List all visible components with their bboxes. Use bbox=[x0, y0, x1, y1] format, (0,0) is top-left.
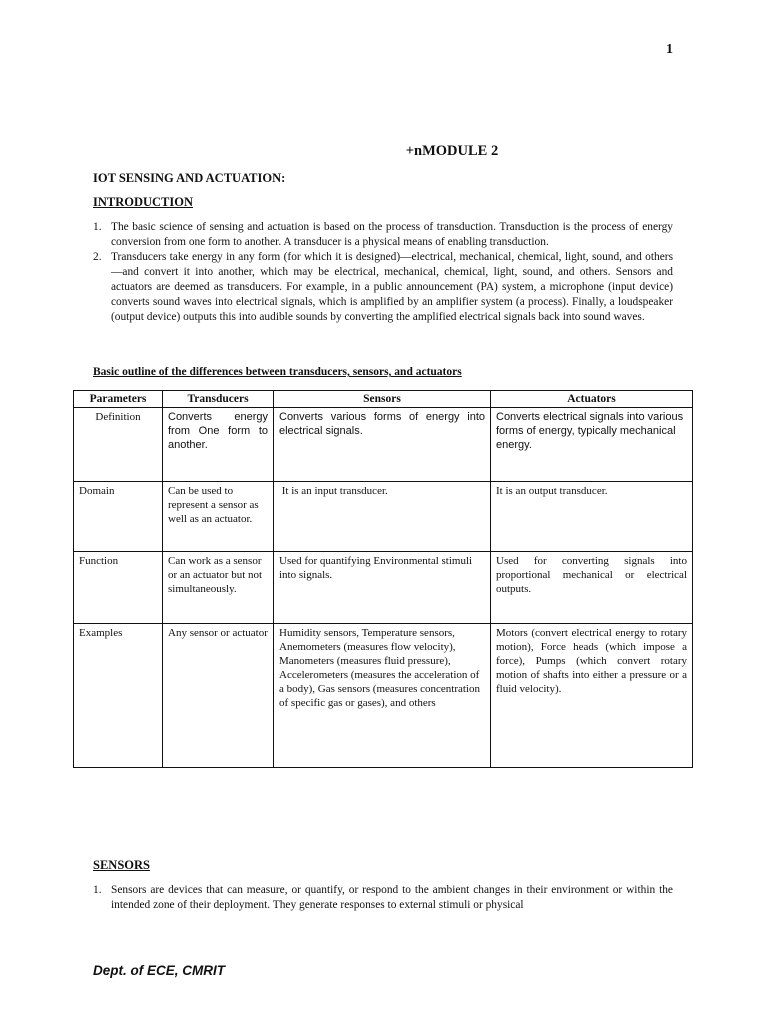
row-sensors: Converts various forms of energy into electrical signals. bbox=[274, 408, 491, 482]
header-parameters: Parameters bbox=[74, 391, 163, 408]
list-item-text: Transducers take energy in any form (for which it is designed)—electrical, mechanical, chemical, light, sound, and others—and convert it into another, which may be electrical, mechanical, chemical, light, sound, and others. Sensors and actuators are deemed as transducers. For example, in a public announcement (PA) system, a microphone (input device) converts sound waves into electrical signals, which is amplified by an amplifier system (a process). Finally, a loudspeaker (output device) outputs this into audible sounds by converting the amplified electrical signals back into sound waves. bbox=[111, 251, 673, 323]
introduction-list bbox=[93, 220, 673, 325]
row-actuators: Used for converting signals into proportional mechanical or electrical outputs. bbox=[491, 552, 693, 624]
list-item-text: The basic science of sensing and actuation is based on the process of transduction. Transduction is the process of energy conversion from one form to another. A transducer is a physical means of enabling transduction. bbox=[111, 221, 673, 248]
list-item-number: 2. bbox=[93, 251, 102, 263]
table-row bbox=[74, 408, 693, 482]
header-actuators: Actuators bbox=[491, 391, 693, 408]
row-sensors: Humidity sensors, Temperature sensors, Anemometers (measures flow velocity), Manometers (measures fluid pressure), Accelerometers (measures the acceleration of a body), Gas sensors (measures concentration of specific gas or gases), and others bbox=[274, 624, 491, 768]
list-item-number: 1. bbox=[93, 221, 102, 233]
list-item bbox=[93, 250, 673, 325]
table-header-row bbox=[74, 391, 693, 408]
table-caption: Basic outline of the differences between transducers, sensors, and actuators bbox=[93, 366, 462, 378]
list-item bbox=[93, 883, 673, 913]
page-number: 1 bbox=[666, 42, 673, 57]
row-transducers: Converts energy from One form to another. bbox=[163, 408, 274, 482]
table-row bbox=[74, 482, 693, 552]
module-title: +nMODULE 2 bbox=[405, 143, 499, 159]
row-transducers: Any sensor or actuator bbox=[163, 624, 274, 768]
page-footer: Dept. of ECE, CMRIT bbox=[93, 963, 225, 978]
row-parameter: Definition bbox=[74, 408, 163, 482]
row-actuators: Converts electrical signals into various forms of energy, typically mechanical energy. bbox=[491, 408, 693, 482]
list-item-number: 1. bbox=[93, 884, 102, 896]
sensors-heading: SENSORS bbox=[93, 858, 150, 872]
introduction-heading: INTRODUCTION bbox=[93, 195, 194, 209]
row-sensors: It is an input transducer. bbox=[274, 482, 491, 552]
header-sensors: Sensors bbox=[274, 391, 491, 408]
sensors-list bbox=[93, 883, 673, 913]
row-transducers: Can work as a sensor or an actuator but not simultaneously. bbox=[163, 552, 274, 624]
section-title: IOT SENSING AND ACTUATION: bbox=[93, 171, 286, 185]
row-actuators: Motors (convert electrical energy to rotary motion), Force heads (which impose a force), Pumps (which convert rotary motion of shafts into either a pressure or a fluid velocity). bbox=[491, 624, 693, 768]
differences-table bbox=[73, 390, 693, 768]
table-row bbox=[74, 552, 693, 624]
header-transducers: Transducers bbox=[163, 391, 274, 408]
row-transducers: Can be used to represent a sensor as well as an actuator. bbox=[163, 482, 274, 552]
row-parameter: Domain bbox=[74, 482, 163, 552]
table-row bbox=[74, 624, 693, 768]
list-item bbox=[93, 220, 673, 250]
row-sensors: Used for quantifying Environmental stimuli into signals. bbox=[274, 552, 491, 624]
list-item-text: Sensors are devices that can measure, or quantify, or respond to the ambient changes in their environment or within the intended zone of their deployment. They generate responses to external stimuli or physical bbox=[111, 884, 673, 911]
row-parameter: Function bbox=[74, 552, 163, 624]
row-actuators: It is an output transducer. bbox=[491, 482, 693, 552]
row-parameter: Examples bbox=[74, 624, 163, 768]
